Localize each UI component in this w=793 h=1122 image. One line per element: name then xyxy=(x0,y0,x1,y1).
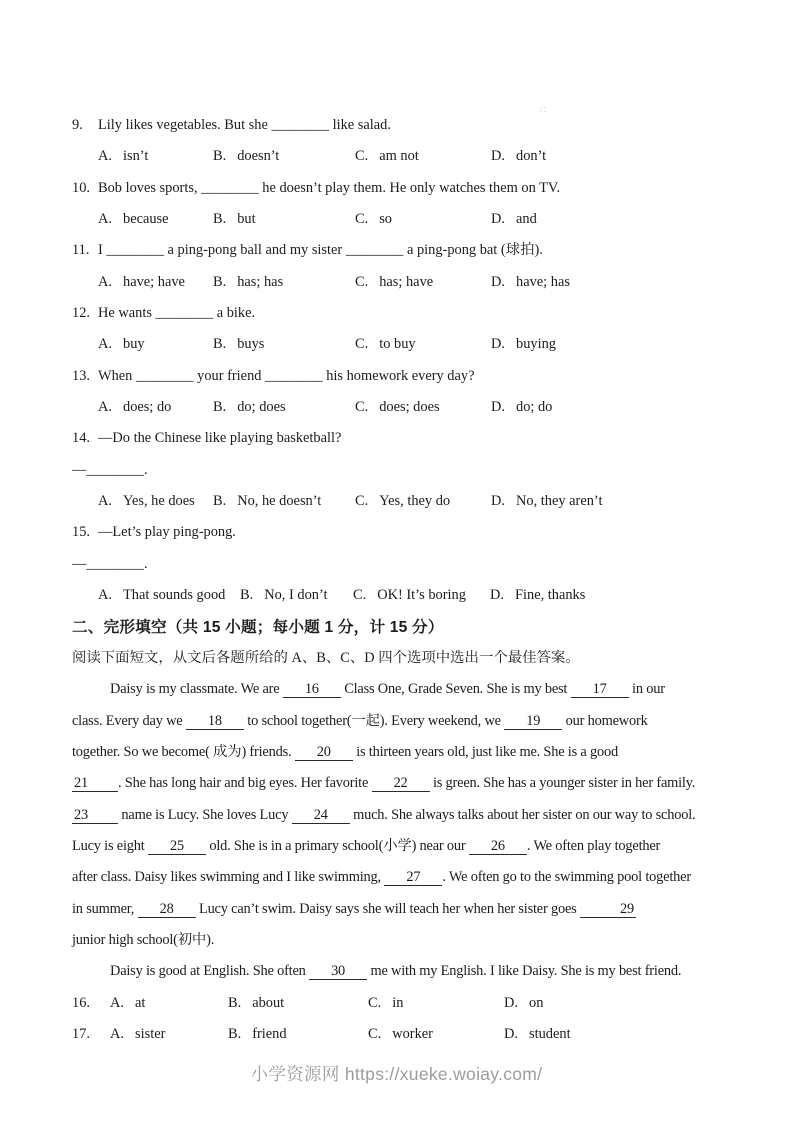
option-label: A. xyxy=(98,273,112,290)
option-label: B. xyxy=(228,994,242,1011)
cloze-blank-21: 21 xyxy=(72,775,118,792)
option-label: D. xyxy=(490,587,504,604)
cloze-blank-26: 26 xyxy=(469,838,527,855)
option-label: C. xyxy=(355,493,369,510)
option xyxy=(228,988,284,1019)
option-text: Fine, thanks xyxy=(515,587,586,604)
cloze-options-row xyxy=(72,988,722,1019)
option xyxy=(355,392,440,423)
options-row xyxy=(72,580,722,611)
cloze-blank-22: 22 xyxy=(372,775,430,792)
option-label: B. xyxy=(213,211,227,228)
option-label: C. xyxy=(355,211,369,228)
cloze-blank-25: 25 xyxy=(148,838,206,855)
question-number: 13. xyxy=(72,367,90,384)
option-text: buys xyxy=(237,336,265,353)
option-text: doesn’t xyxy=(237,148,280,165)
option-text: am not xyxy=(379,148,419,165)
option-label: A. xyxy=(98,493,112,510)
passage-text: me with my English. I like Daisy. She is my best friend. xyxy=(367,963,682,980)
option xyxy=(491,329,556,360)
question-number: 10. xyxy=(72,179,90,196)
question-stem: I ________ a ping-pong ball and my sister ________ a ping-pong bat (球拍). xyxy=(98,242,543,259)
option-text: have; has xyxy=(516,273,570,290)
option-text: has; have xyxy=(379,273,434,290)
passage-text: name is Lucy. She loves Lucy xyxy=(118,806,292,823)
question-stem-row xyxy=(72,298,722,329)
option-text: worker xyxy=(392,1025,433,1042)
option-label: D. xyxy=(491,399,505,416)
cloze-blank-17: 17 xyxy=(571,681,629,698)
passage-text: much. She always talks about her sister on our way to school. xyxy=(349,806,696,823)
option-label: C. xyxy=(355,336,369,353)
option xyxy=(98,329,145,360)
option xyxy=(213,267,283,298)
option xyxy=(228,1019,287,1050)
option-text: on xyxy=(529,994,544,1011)
option-text: OK! It’s boring xyxy=(377,587,466,604)
option xyxy=(491,141,546,172)
passage-text: to school together(一起). Every weekend, we xyxy=(243,712,505,729)
option-text: don’t xyxy=(516,148,547,165)
option xyxy=(490,580,585,611)
option xyxy=(110,988,145,1019)
option-label: B. xyxy=(228,1025,242,1042)
question-stem: Bob loves sports, ________ he doesn’t play them. He only watches them on TV. xyxy=(98,179,561,196)
option xyxy=(98,141,148,172)
option xyxy=(98,486,195,517)
option-text: Yes, they do xyxy=(379,493,451,510)
option xyxy=(355,141,419,172)
instruction-text: 阅读下面短文，从文后各题所给的 A、B、C、D 四个选项中选出一个最佳答案。 xyxy=(72,649,580,666)
option xyxy=(98,392,171,423)
option xyxy=(504,988,543,1019)
option-text: in xyxy=(392,994,404,1011)
option-label: D. xyxy=(504,1025,518,1042)
passage-text: Class One, Grade Seven. She is my best xyxy=(340,681,571,698)
option-text: sister xyxy=(135,1025,166,1042)
passage-line xyxy=(72,894,722,925)
passage-text: our homework xyxy=(562,712,648,729)
option-text: buying xyxy=(516,336,556,353)
option xyxy=(213,141,279,172)
passage-text: Daisy is my classmate. We are xyxy=(110,681,283,698)
option xyxy=(353,580,466,611)
section-heading-row xyxy=(72,612,722,643)
option-label: B. xyxy=(213,148,227,165)
question-stem: When ________ your friend ________ his homework every day? xyxy=(98,367,475,384)
passage-line xyxy=(72,768,722,799)
passage-text: Daisy is good at English. She often xyxy=(110,963,310,980)
options-row xyxy=(72,141,722,172)
option-text: so xyxy=(379,211,392,228)
option-text: and xyxy=(516,211,537,228)
watermark-footer: 小学资源网 https://xueke.woiay.com/ xyxy=(250,1064,543,1084)
passage-text: Lucy is eight xyxy=(72,837,148,854)
passage-text: after class. Daisy likes swimming and I like swimming, xyxy=(72,869,385,886)
question-number: 12. xyxy=(72,305,90,322)
option xyxy=(98,204,169,235)
option-label: D. xyxy=(504,994,518,1011)
option xyxy=(368,1019,433,1050)
options-row xyxy=(72,486,722,517)
option-text: isn’t xyxy=(123,148,149,165)
cloze-blank-23: 23 xyxy=(72,807,118,824)
option-label: C. xyxy=(368,1025,382,1042)
passage-text: . She has long hair and big eyes. Her favorite xyxy=(118,775,372,792)
cloze-blank-16: 16 xyxy=(283,681,341,698)
passage-text: in our xyxy=(628,681,665,698)
question-number: 15. xyxy=(72,524,90,541)
passage-text: . We often go to the swimming pool together xyxy=(442,869,691,886)
option-text: because xyxy=(123,211,169,228)
option-text: That sounds good xyxy=(123,587,226,604)
option xyxy=(213,392,286,423)
option-label: A. xyxy=(98,587,112,604)
passage-line xyxy=(72,956,722,987)
option-text: No, I don’t xyxy=(264,587,328,604)
question-stem-row xyxy=(72,110,722,141)
question-stem: —Do the Chinese like playing basketball? xyxy=(98,430,342,447)
option-label: D. xyxy=(491,211,505,228)
question-number: 17. xyxy=(72,1025,90,1042)
passage-text: class. Every day we xyxy=(72,712,186,729)
question-stem-row xyxy=(72,235,722,266)
passage-line xyxy=(72,706,722,737)
question-stem: Lily likes vegetables. But she ________ like salad. xyxy=(98,117,391,133)
option xyxy=(213,204,256,235)
option-label: D. xyxy=(491,493,505,510)
option xyxy=(355,329,416,360)
exam-content xyxy=(72,110,722,1050)
option xyxy=(98,267,185,298)
cloze-blank-28: 28 xyxy=(138,901,196,918)
question-stem-row xyxy=(72,517,722,548)
options-row xyxy=(72,392,722,423)
option-label: B. xyxy=(213,336,227,353)
option-text: friend xyxy=(252,1025,287,1042)
passage-text: Lucy can’t swim. Daisy says she will teach her when her sister goes xyxy=(195,900,580,917)
question-stem: He wants ________ a bike. xyxy=(98,305,256,322)
option xyxy=(491,392,552,423)
option-label: B. xyxy=(240,587,254,604)
option-text: No, they aren’t xyxy=(516,493,603,510)
section-heading: 二、完形填空（共 15 小题；每小题 1 分，计 15 分） xyxy=(72,618,444,636)
option-text: to buy xyxy=(379,336,416,353)
option-text: but xyxy=(237,211,256,228)
option-label: A. xyxy=(98,399,112,416)
option-label: A. xyxy=(110,994,124,1011)
option xyxy=(491,204,537,235)
option-text: has; has xyxy=(237,273,284,290)
passage-text: is green. She has a younger sister in her family. xyxy=(429,775,696,792)
option xyxy=(491,486,602,517)
cloze-options-row xyxy=(72,1019,722,1050)
option xyxy=(110,1019,165,1050)
option-text: do; do xyxy=(516,399,553,416)
option xyxy=(213,486,321,517)
passage-text: junior high school(初中). xyxy=(72,931,215,948)
question-stem-row xyxy=(72,423,722,454)
reply-blank: —________. xyxy=(72,555,148,572)
question-stem-row xyxy=(72,173,722,204)
option xyxy=(213,329,264,360)
option-label: B. xyxy=(213,273,227,290)
options-row xyxy=(72,204,722,235)
option-text: buy xyxy=(123,336,145,353)
option xyxy=(368,988,403,1019)
cloze-blank-30: 30 xyxy=(309,963,367,980)
option-text: does; does xyxy=(379,399,440,416)
options-row xyxy=(72,267,722,298)
option xyxy=(355,204,392,235)
question-number: 14. xyxy=(72,430,90,447)
passage-text: old. She is in a primary school(小学) near our xyxy=(205,837,469,854)
option-label: D. xyxy=(491,273,505,290)
option-label: A. xyxy=(98,148,112,165)
option-label: A. xyxy=(98,336,112,353)
question-number: 9. xyxy=(72,117,83,133)
passage-text: in summer, xyxy=(72,900,138,917)
cloze-blank-27: 27 xyxy=(384,869,442,886)
passage-text: . We often play together xyxy=(526,837,661,854)
option-text: do; does xyxy=(237,399,286,416)
answer-reply-row xyxy=(72,455,722,486)
question-number: 16. xyxy=(72,994,90,1011)
cloze-blank-29: 29 xyxy=(580,901,636,918)
option-label: C. xyxy=(353,587,367,604)
answer-reply-row xyxy=(72,549,722,580)
passage-text: is thirteen years old, just like me. She is a good xyxy=(352,743,618,760)
passage-line xyxy=(72,862,722,893)
option xyxy=(355,267,433,298)
option-text: have; have xyxy=(123,273,185,290)
options-row xyxy=(72,329,722,360)
option xyxy=(98,580,225,611)
option-text: No, he doesn’t xyxy=(237,493,322,510)
option-text: about xyxy=(252,994,285,1011)
question-stem-row xyxy=(72,361,722,392)
reply-blank: —________. xyxy=(72,461,148,478)
option-label: C. xyxy=(355,399,369,416)
cloze-blank-24: 24 xyxy=(292,807,350,824)
option xyxy=(240,580,328,611)
instruction-row xyxy=(72,643,722,674)
option-label: D. xyxy=(491,148,505,165)
option xyxy=(491,267,570,298)
passage-text: together. So we become( 成为) friends. xyxy=(72,743,295,760)
option xyxy=(355,486,450,517)
option xyxy=(504,1019,571,1050)
option-label: C. xyxy=(368,994,382,1011)
question-number: 11. xyxy=(72,242,90,259)
cloze-blank-18: 18 xyxy=(186,713,244,730)
cloze-blank-20: 20 xyxy=(295,744,353,761)
option-label: B. xyxy=(213,493,227,510)
option-label: B. xyxy=(213,399,227,416)
passage-line xyxy=(72,737,722,768)
option-text: does; do xyxy=(123,399,172,416)
option-label: A. xyxy=(98,211,112,228)
option-label: D. xyxy=(491,336,505,353)
cloze-blank-19: 19 xyxy=(504,713,562,730)
option-text: student xyxy=(529,1025,571,1042)
option-label: A. xyxy=(110,1025,124,1042)
scan-artifact: ∷ xyxy=(540,105,546,115)
passage-line xyxy=(72,925,722,956)
passage-line xyxy=(72,831,722,862)
option-label: C. xyxy=(355,273,369,290)
passage-line xyxy=(72,674,722,705)
option-text: at xyxy=(135,994,146,1011)
option-label: C. xyxy=(355,148,369,165)
option-text: Yes, he does xyxy=(123,493,195,510)
passage-line xyxy=(72,800,722,831)
question-stem: —Let’s play ping-pong. xyxy=(98,524,236,541)
